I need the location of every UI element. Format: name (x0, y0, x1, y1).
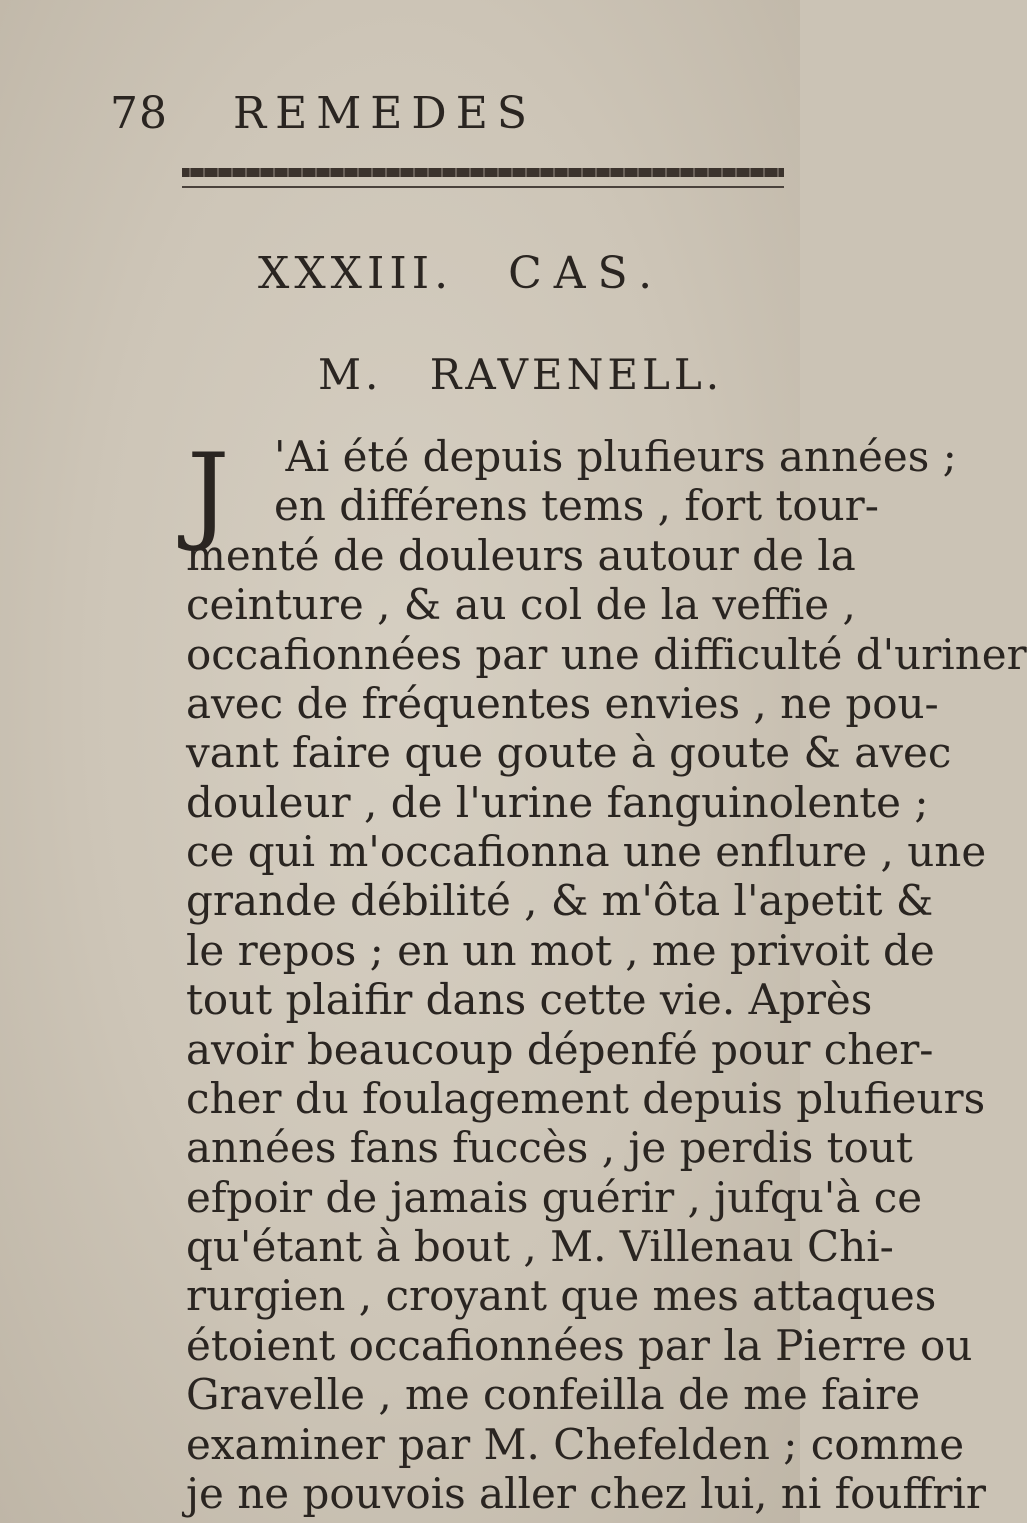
text-line: efpoir de jamais guérir , jufqu'à ce (186, 1172, 923, 1222)
text-line: avec de fréquentes envies , ne pou- (186, 678, 939, 728)
author-line (318, 350, 723, 399)
text-line: je ne pouvois aller chez lui, ni fouffrir (186, 1469, 986, 1518)
text-line: en différens tems , fort tour- (274, 481, 879, 531)
running-title: REMEDES (233, 88, 536, 139)
text-line: rurgien , croyant que mes attaques (186, 1271, 937, 1321)
case-heading (258, 248, 664, 299)
text-line: ce qui m'occafionna une enflure , une (186, 827, 987, 877)
drop-cap: J (187, 431, 230, 554)
page-number: 78 (110, 88, 168, 139)
text-line: ceinture , & au col de la veffie , (186, 580, 856, 630)
text-line: le repos ; en un mot , me privoit de (186, 925, 935, 975)
text-line: grande débilité , & m'ôta l'apetit & (186, 876, 934, 926)
divider-rule (182, 186, 784, 188)
text-line: Gravelle , me confeilla de me faire (186, 1370, 921, 1420)
text-line: 'Ai été depuis plufieurs années ; (274, 432, 957, 481)
text-line: douleur , de l'urine fanguinolente ; (186, 777, 929, 827)
text-line: cher du foulagement depuis plufieurs (186, 1073, 986, 1123)
case-number: XXXIII. (258, 248, 454, 299)
text-line: qu'étant à bout , M. Villenau Chi- (186, 1222, 894, 1272)
author-prefix: M. (318, 350, 383, 399)
running-head (110, 88, 536, 139)
author-name: RAVENELL. (429, 350, 724, 399)
text-line: étoient occafionnées par la Pierre ou (186, 1320, 973, 1370)
text-line: occafionnées par une difficulté d'uriner (186, 629, 1027, 679)
ornamental-rule (182, 168, 784, 177)
text-line: années fans fuccès , je perdis tout (186, 1123, 913, 1173)
text-line: examiner par M. Chefelden ; comme (186, 1419, 965, 1469)
text-line: tout plaifir dans cette vie. Après (186, 975, 873, 1025)
case-label: CAS. (508, 248, 665, 299)
text-line: menté de douleurs autour de la (186, 530, 856, 580)
text-line: vant faire que goute à goute & avec (186, 728, 952, 778)
text-line: avoir beaucoup dépenfé pour cher- (186, 1024, 934, 1074)
